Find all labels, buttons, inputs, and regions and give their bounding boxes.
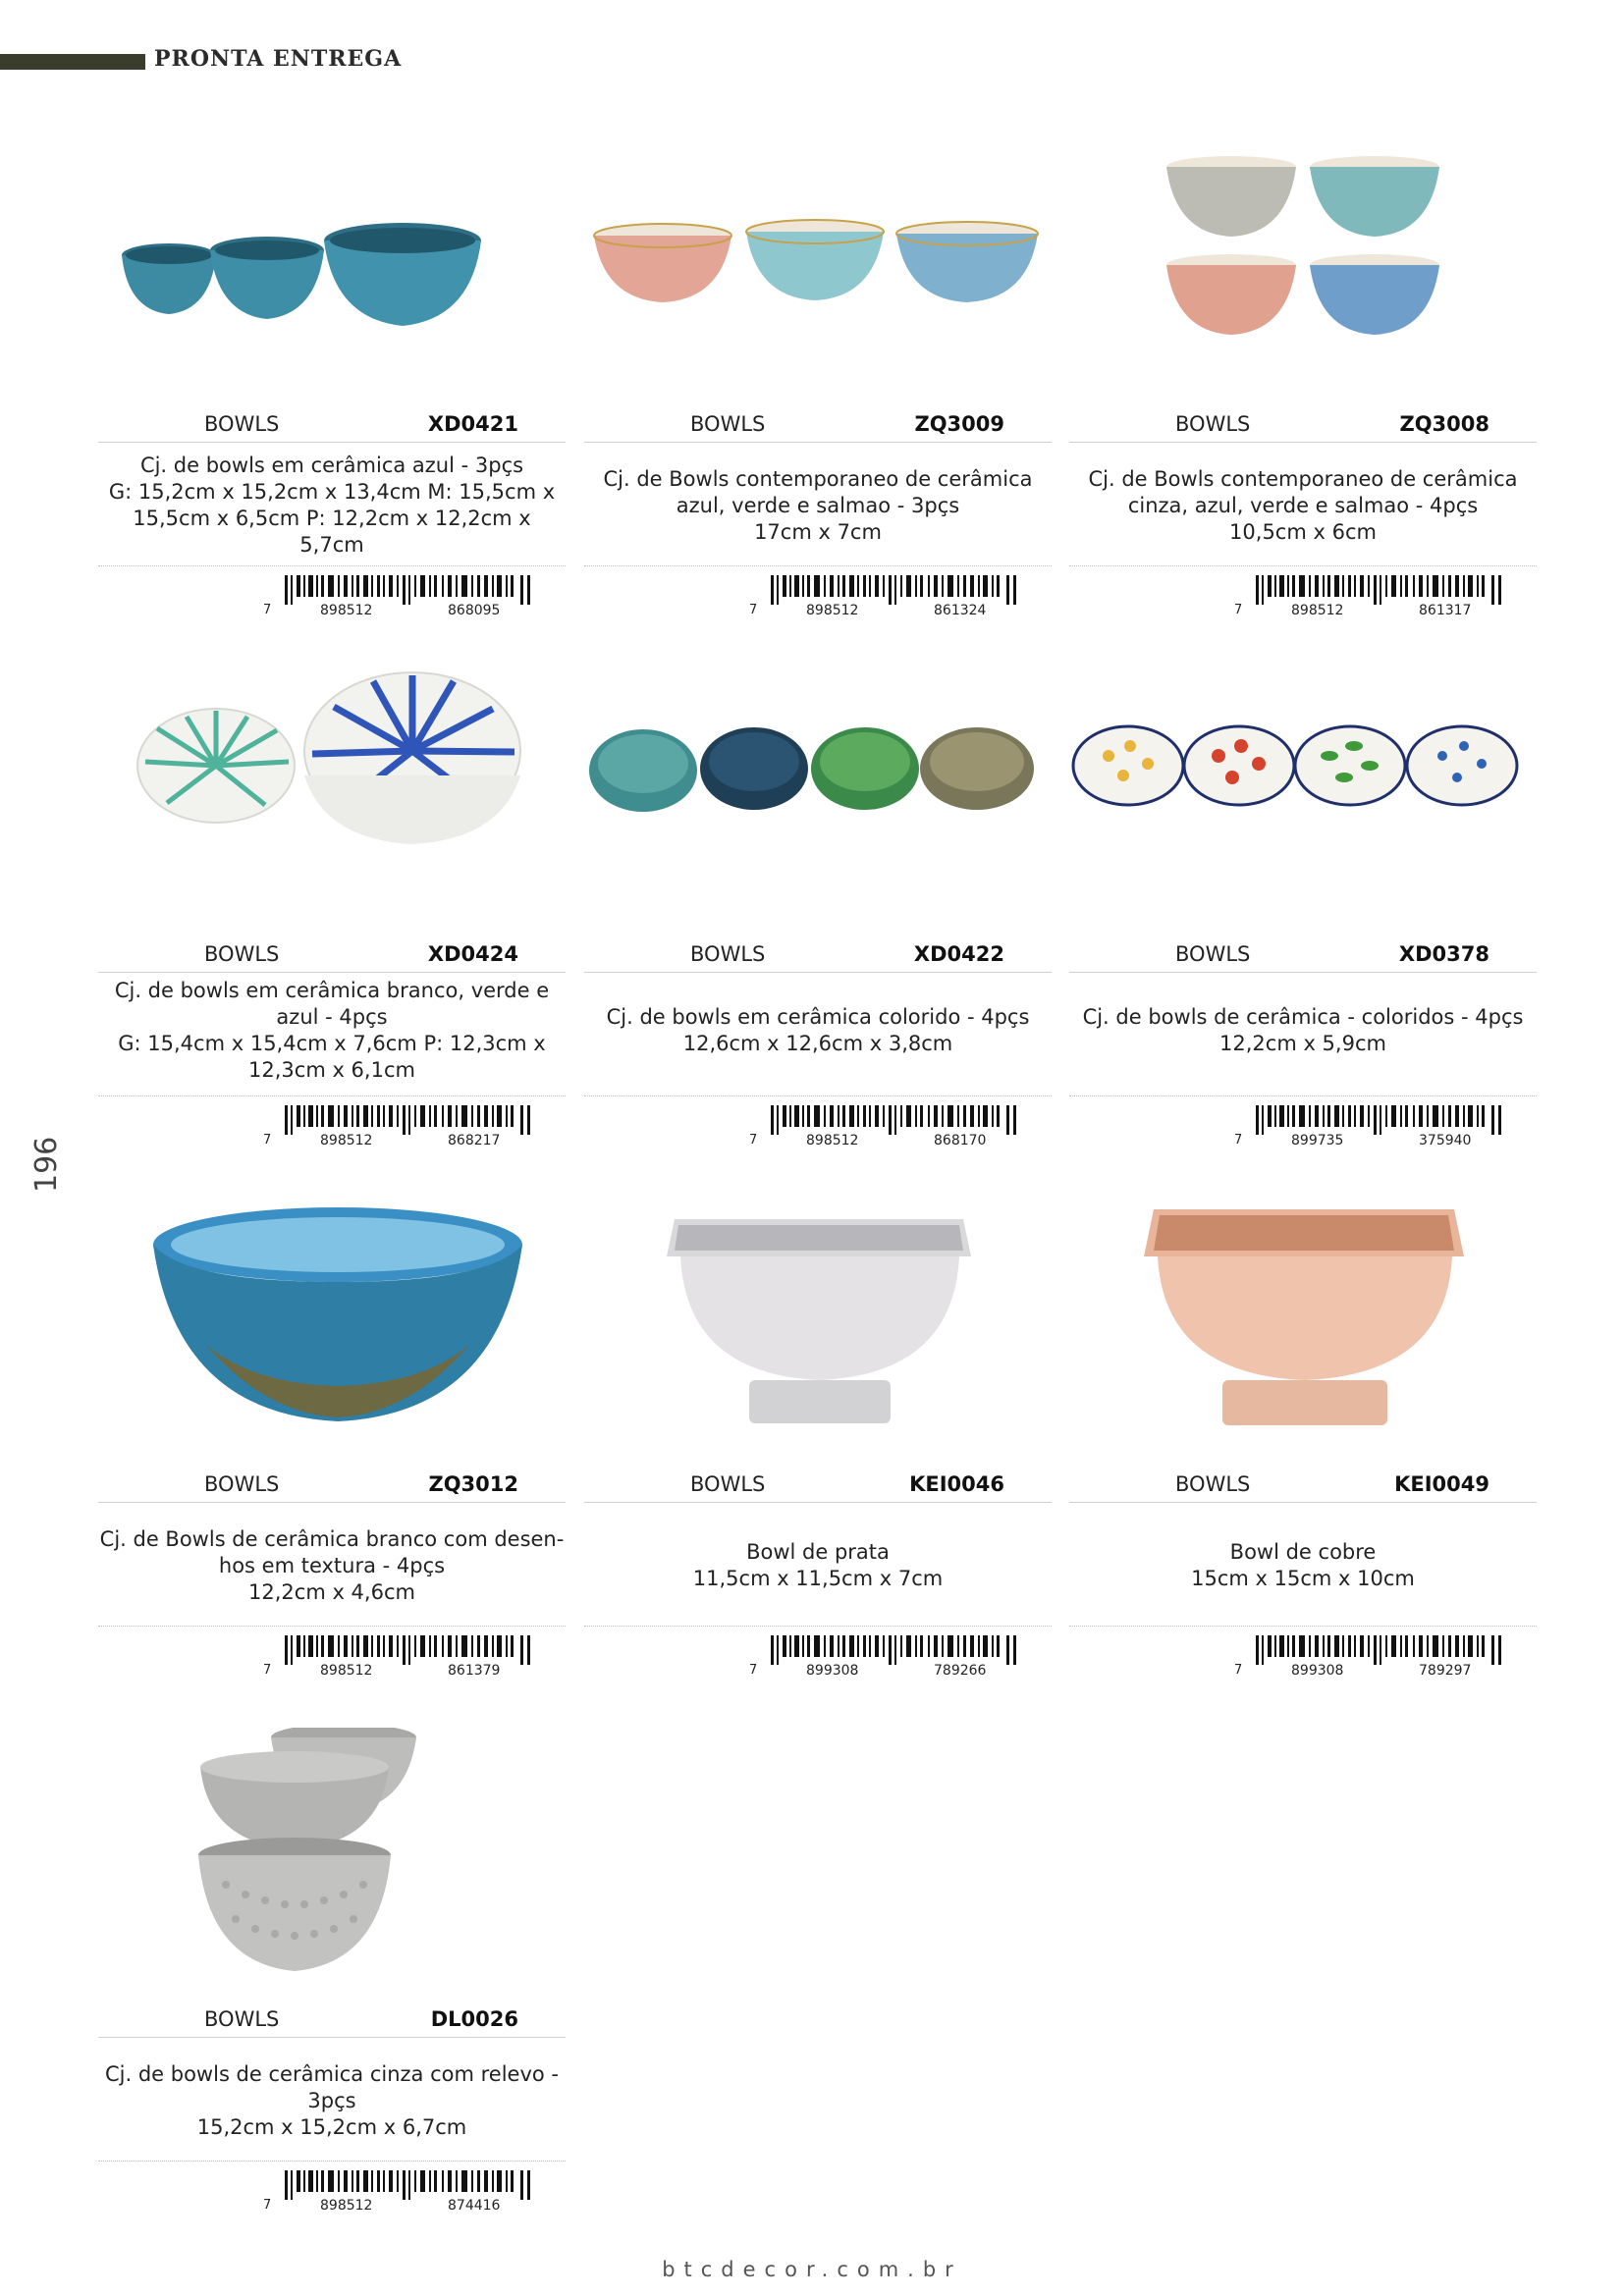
barcode — [749, 1105, 1024, 1147]
desc-line: azul, verde e salmao - 3pçs — [676, 493, 960, 517]
product-label-row — [1069, 1472, 1537, 1503]
desc-line: Cj. de Bowls contemporaneo de cerâmica — [1088, 466, 1518, 491]
desc-line: 15,5cm x 6,5cm P: 12,2cm x 12,2cm x 5,7cm — [133, 507, 531, 557]
barcode — [263, 1635, 538, 1677]
product-photo — [1069, 1198, 1537, 1443]
barcode-group-2: 868170 — [934, 1133, 987, 1148]
desc-line: Cj. de Bowls contemporaneo de cerâmica — [603, 466, 1033, 491]
product-description — [98, 452, 566, 560]
divider — [584, 1626, 1052, 1627]
product-code: DL0026 — [430, 2007, 518, 2031]
barcode-bars — [285, 575, 532, 605]
barcode-group-1: 898512 — [320, 1133, 373, 1148]
barcode — [263, 2170, 538, 2212]
product-description — [1069, 972, 1537, 1090]
product-photo — [584, 137, 1052, 383]
divider — [98, 1095, 566, 1096]
product-category: BOWLS — [204, 942, 280, 966]
product-code: XD0378 — [1398, 942, 1489, 966]
desc-line: 11,5cm x 11,5cm x 7cm — [692, 1567, 944, 1590]
product-category: BOWLS — [1175, 1472, 1251, 1496]
footer-website[interactable]: btcdecor.com.br — [662, 2258, 962, 2281]
desc-line: 10,5cm x 6cm — [1229, 519, 1377, 544]
barcode-bars — [285, 1105, 532, 1135]
barcode — [1234, 1105, 1509, 1147]
barcode-bars — [771, 1635, 1018, 1665]
desc-line: Cj. de bowls em cerâmica azul - 3pçs — [139, 454, 524, 477]
barcode-bars — [771, 575, 1018, 605]
barcode-lead-digit: 7 — [1234, 1663, 1243, 1678]
product-photo — [1069, 137, 1537, 383]
barcode-lead-digit: 7 — [263, 1133, 272, 1148]
divider — [1069, 565, 1537, 566]
desc-line: Bowl de prata — [746, 1540, 890, 1564]
barcode-group-1: 899308 — [1291, 1663, 1344, 1679]
barcode — [1234, 1635, 1509, 1677]
product-photo — [584, 667, 1052, 913]
barcode-lead-digit: 7 — [1234, 603, 1243, 617]
barcode-lead-digit: 7 — [749, 1663, 758, 1678]
desc-line: 12,6cm x 12,6cm x 3,8cm — [682, 1032, 953, 1055]
barcode-lead-digit: 7 — [263, 2198, 272, 2213]
desc-line: 12,2cm x 4,6cm — [248, 1579, 415, 1604]
product-photo — [98, 1728, 566, 1983]
product-category: BOWLS — [690, 412, 766, 436]
product-category: BOWLS — [204, 412, 280, 436]
product-code: XD0422 — [913, 942, 1004, 966]
barcode-bars — [1256, 1635, 1503, 1665]
product-category: BOWLS — [1175, 942, 1251, 966]
desc-line: G: 15,4cm x 15,4cm x 7,6cm P: 12,3cm x — [118, 1032, 546, 1055]
product-description — [584, 452, 1052, 560]
barcode-group-2: 868217 — [448, 1133, 501, 1148]
product-category: BOWLS — [204, 1472, 280, 1496]
desc-line: hos em textura - 4pçs — [218, 1553, 446, 1577]
barcode — [749, 1635, 1024, 1677]
product-description — [98, 1512, 566, 1620]
barcode-group-2: 861317 — [1419, 603, 1472, 618]
barcode-group-2: 874416 — [448, 2198, 501, 2214]
product-category: BOWLS — [690, 942, 766, 966]
product-label-row — [584, 412, 1052, 443]
barcode-group-1: 898512 — [320, 603, 373, 618]
barcode — [1234, 575, 1509, 616]
product-label-row — [98, 2007, 566, 2038]
desc-line: 12,3cm x 6,1cm — [248, 1058, 415, 1082]
divider — [98, 2161, 566, 2162]
barcode-lead-digit: 7 — [1234, 1133, 1243, 1148]
product-label-row — [98, 412, 566, 443]
product-photo — [98, 1198, 566, 1443]
barcode-bars — [771, 1105, 1018, 1135]
barcode-lead-digit: 7 — [263, 1663, 272, 1678]
product-label-row — [1069, 942, 1537, 973]
section-title: PRONTA ENTREGA — [154, 46, 403, 72]
product-description — [1069, 452, 1537, 560]
product-code: ZQ3008 — [1399, 412, 1489, 436]
barcode-bars — [1256, 575, 1503, 605]
product-label-row — [98, 1472, 566, 1503]
product-label-row — [1069, 412, 1537, 443]
desc-line: cinza, azul, verde e salmao - 4pçs — [1127, 493, 1479, 517]
barcode-group-2: 375940 — [1419, 1133, 1472, 1148]
product-photo — [98, 667, 566, 913]
desc-line: 12,2cm x 5,9cm — [1219, 1032, 1386, 1055]
desc-line: Cj. de Bowls de cerâmica branco com desen- — [99, 1526, 565, 1551]
product-code: KEI0046 — [909, 1472, 1004, 1496]
header-accent-bar — [0, 54, 145, 70]
desc-line: Cj. de bowls em cerâmica branco, verde e — [114, 979, 550, 1002]
desc-line: Cj. de bowls de cerâmica cinza com relevo - — [104, 2061, 559, 2086]
desc-line: Cj. de bowls em cerâmica colorido - 4pçs — [606, 1005, 1030, 1029]
divider — [98, 565, 566, 566]
product-label-row — [584, 1472, 1052, 1503]
barcode-group-1: 898512 — [1291, 603, 1344, 618]
barcode-group-1: 898512 — [320, 1663, 373, 1679]
product-code: KEI0049 — [1394, 1472, 1489, 1496]
barcode — [263, 1105, 538, 1147]
barcode-group-1: 898512 — [806, 1133, 859, 1148]
barcode-group-2: 861379 — [448, 1663, 501, 1679]
product-description — [98, 972, 566, 1090]
divider — [1069, 1095, 1537, 1096]
product-category: BOWLS — [204, 2007, 280, 2031]
desc-line: G: 15,2cm x 15,2cm x 13,4cm M: 15,5cm x — [108, 480, 556, 504]
desc-line: azul - 4pçs — [276, 1005, 388, 1029]
product-code: ZQ3009 — [914, 412, 1004, 436]
barcode-group-2: 789297 — [1419, 1663, 1472, 1679]
desc-line: Bowl de cobre — [1229, 1540, 1377, 1564]
product-code: ZQ3012 — [428, 1472, 518, 1496]
divider — [584, 1095, 1052, 1096]
product-description — [1069, 1512, 1537, 1620]
desc-line: 17cm x 7cm — [754, 519, 882, 544]
barcode-bars — [285, 2170, 532, 2200]
barcode-lead-digit: 7 — [263, 603, 272, 617]
barcode-lead-digit: 7 — [749, 603, 758, 617]
barcode-group-1: 898512 — [806, 603, 859, 618]
desc-line: 15cm x 15cm x 10cm — [1191, 1567, 1415, 1590]
product-description — [98, 2047, 566, 2155]
desc-line: 15,2cm x 15,2cm x 6,7cm — [196, 2114, 467, 2139]
barcode-group-1: 899308 — [806, 1663, 859, 1679]
barcode-group-1: 898512 — [320, 2198, 373, 2214]
divider — [584, 565, 1052, 566]
product-label-row — [98, 942, 566, 973]
page-number: 196 — [29, 1136, 64, 1193]
barcode-bars — [285, 1635, 532, 1665]
barcode-bars — [1256, 1105, 1503, 1135]
barcode-group-2: 868095 — [448, 603, 501, 618]
barcode-group-1: 899735 — [1291, 1133, 1344, 1148]
product-description — [584, 1512, 1052, 1620]
barcode-group-2: 789266 — [934, 1663, 987, 1679]
desc-line: Cj. de bowls de cerâmica - coloridos - 4pçs — [1082, 1005, 1524, 1029]
divider — [1069, 1626, 1537, 1627]
product-category: BOWLS — [1175, 412, 1251, 436]
product-photo — [1069, 667, 1537, 913]
product-code: XD0421 — [427, 412, 518, 436]
product-photo — [98, 137, 566, 383]
barcode-lead-digit: 7 — [749, 1133, 758, 1148]
product-description — [584, 972, 1052, 1090]
divider — [98, 1626, 566, 1627]
barcode — [749, 575, 1024, 616]
product-code: XD0424 — [427, 942, 518, 966]
barcode — [263, 575, 538, 616]
desc-line: 3pçs — [307, 2088, 356, 2112]
product-category: BOWLS — [690, 1472, 766, 1496]
barcode-group-2: 861324 — [934, 603, 987, 618]
product-label-row — [584, 942, 1052, 973]
product-photo — [584, 1198, 1052, 1443]
